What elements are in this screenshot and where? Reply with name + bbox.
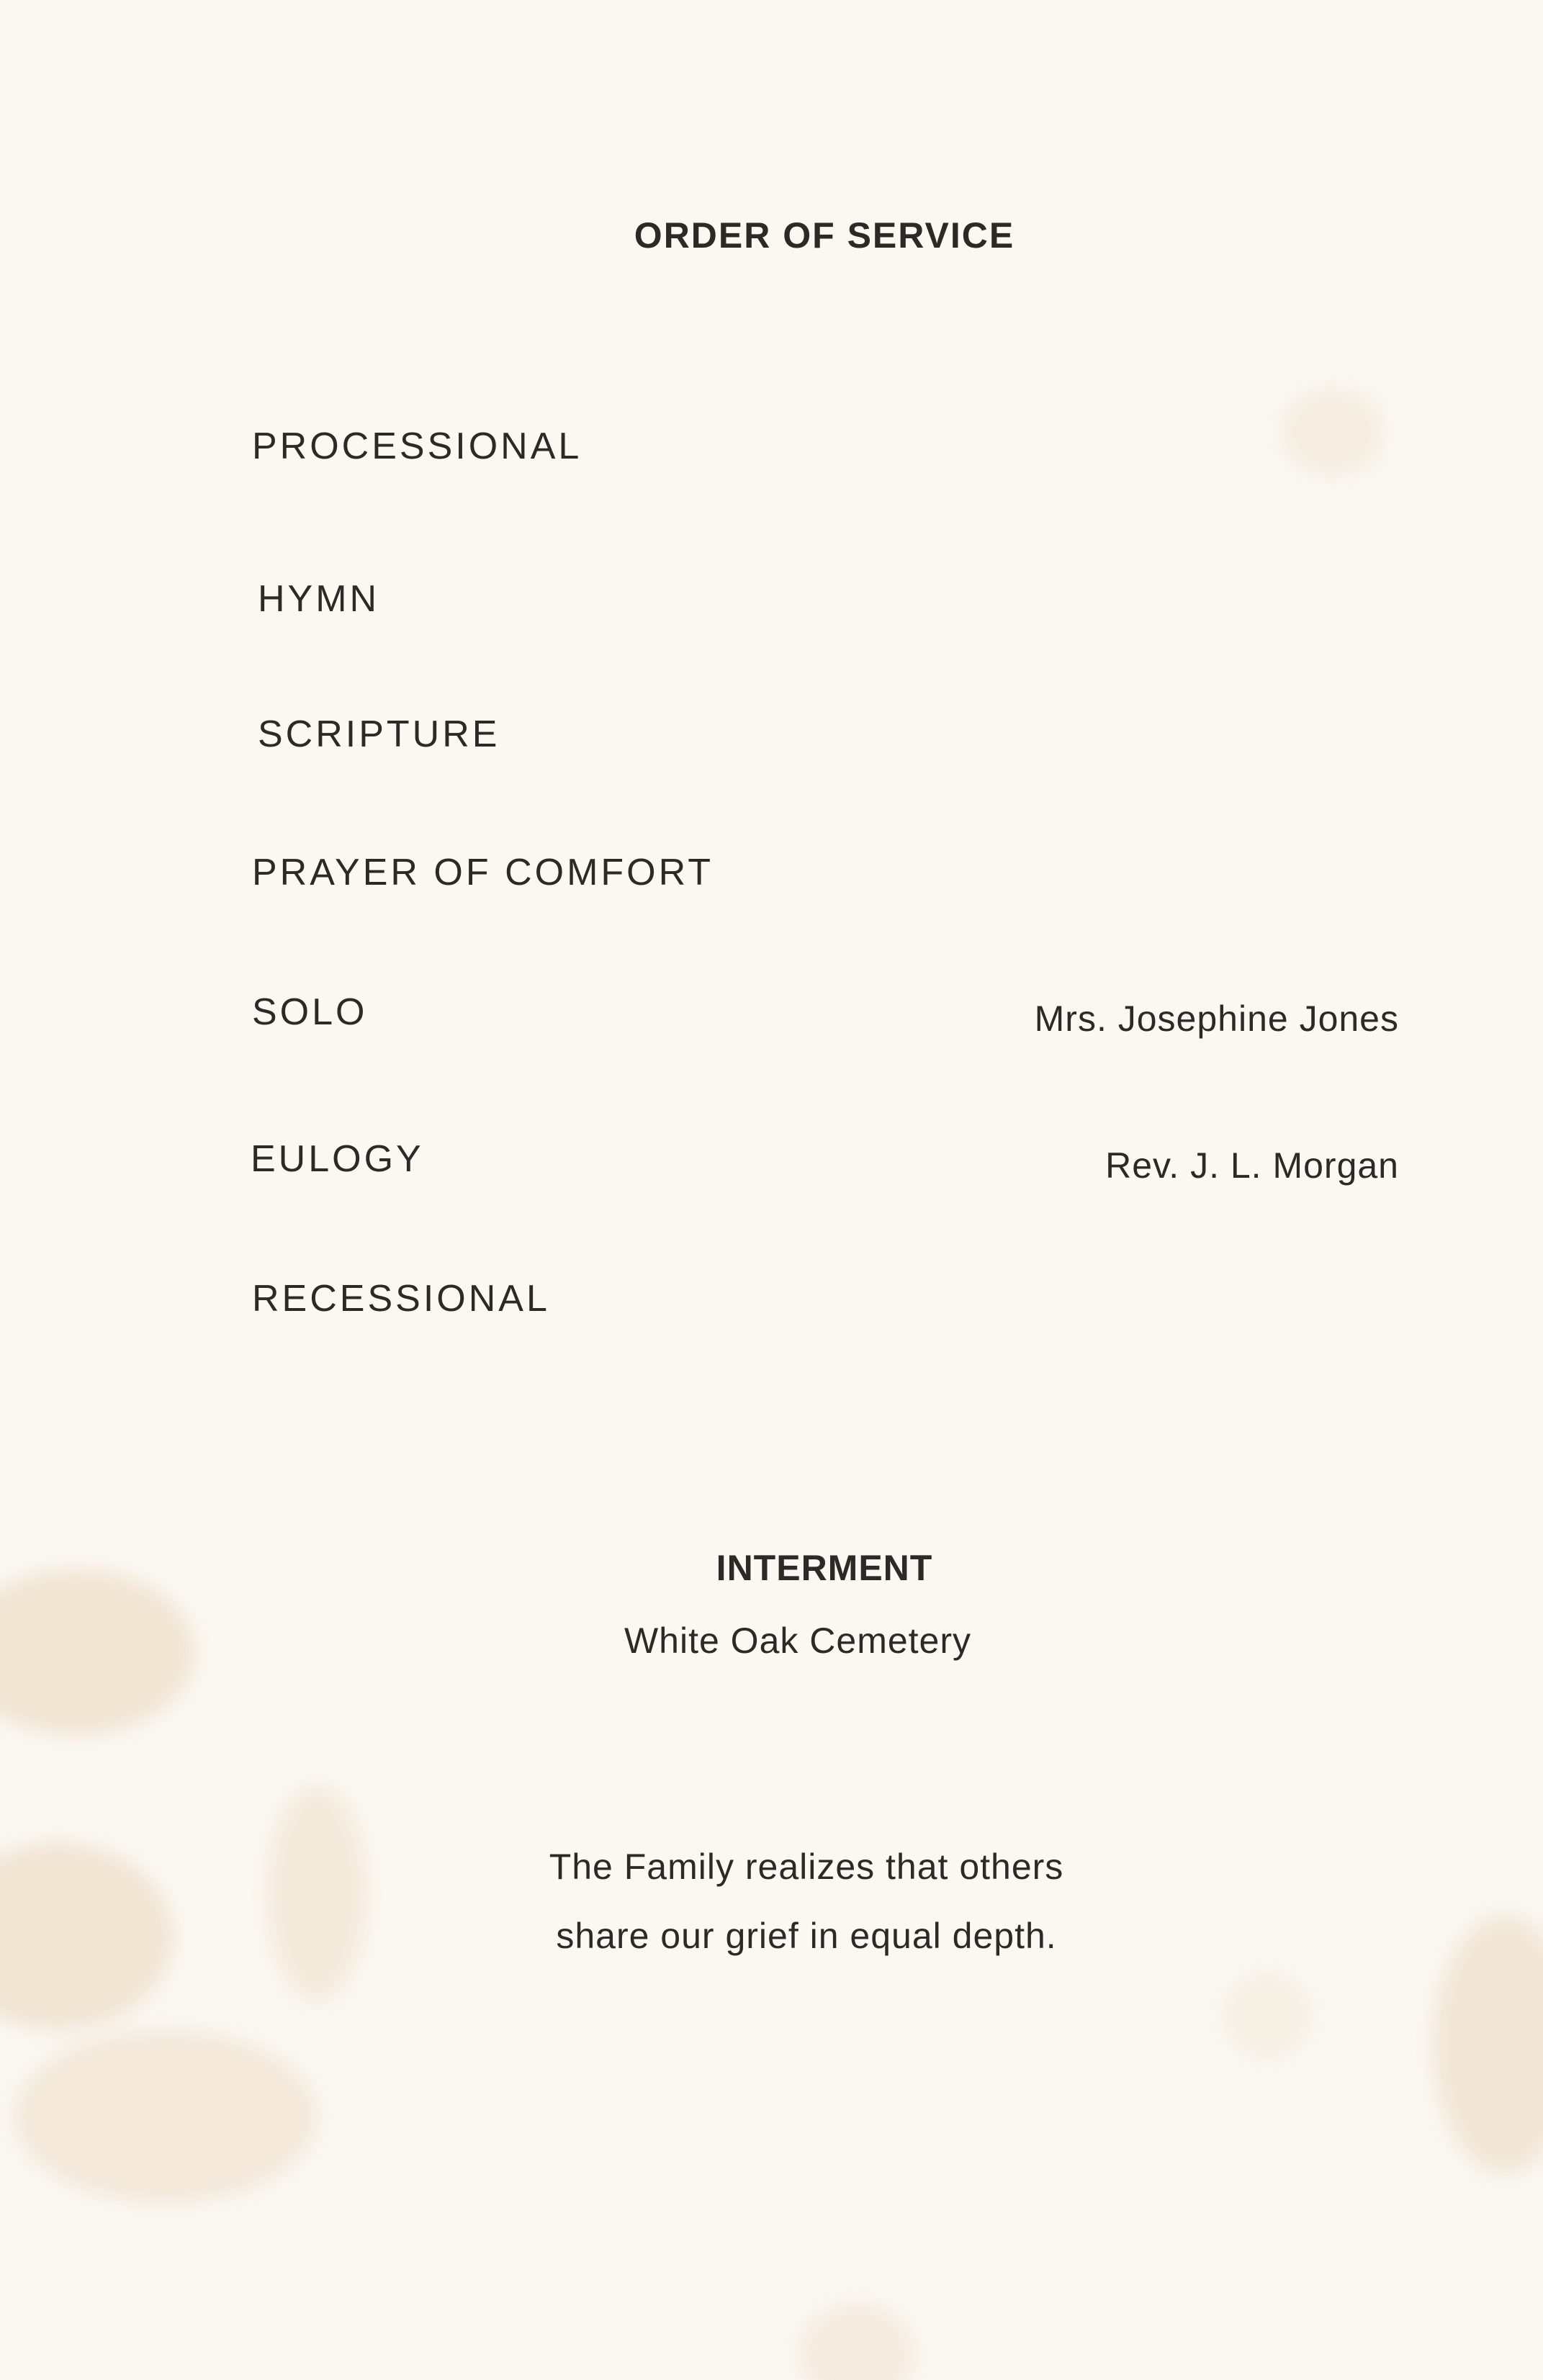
- interment-heading: INTERMENT: [716, 1548, 933, 1588]
- service-item-eulogy: EULOGY: [251, 1138, 424, 1180]
- service-item-processional: PROCESSIONAL: [252, 425, 582, 467]
- paper-stain: [1224, 1973, 1310, 2059]
- service-item-hymn: HYMN: [258, 578, 380, 620]
- closing-message: [0, 1832, 1543, 1970]
- closing-line: share our grief in equal depth.: [556, 1916, 1057, 1956]
- service-item-recessional: RECESSIONAL: [252, 1278, 550, 1320]
- closing-line: The Family realizes that others: [549, 1847, 1064, 1887]
- paper-stain: [14, 2030, 317, 2203]
- solo-performer: Mrs. Josephine Jones: [1034, 999, 1399, 1039]
- eulogy-speaker: Rev. J. L. Morgan: [1105, 1145, 1399, 1186]
- paper-stain: [799, 2304, 914, 2380]
- service-item-prayer-of-comfort: PRAYER OF COMFORT: [252, 852, 714, 893]
- service-item-solo: SOLO: [252, 991, 368, 1033]
- service-item-scripture: SCRIPTURE: [258, 713, 500, 755]
- page-title: ORDER OF SERVICE: [634, 215, 1015, 256]
- paper-stain: [1282, 389, 1382, 475]
- interment-place: White Oak Cemetery: [624, 1621, 971, 1661]
